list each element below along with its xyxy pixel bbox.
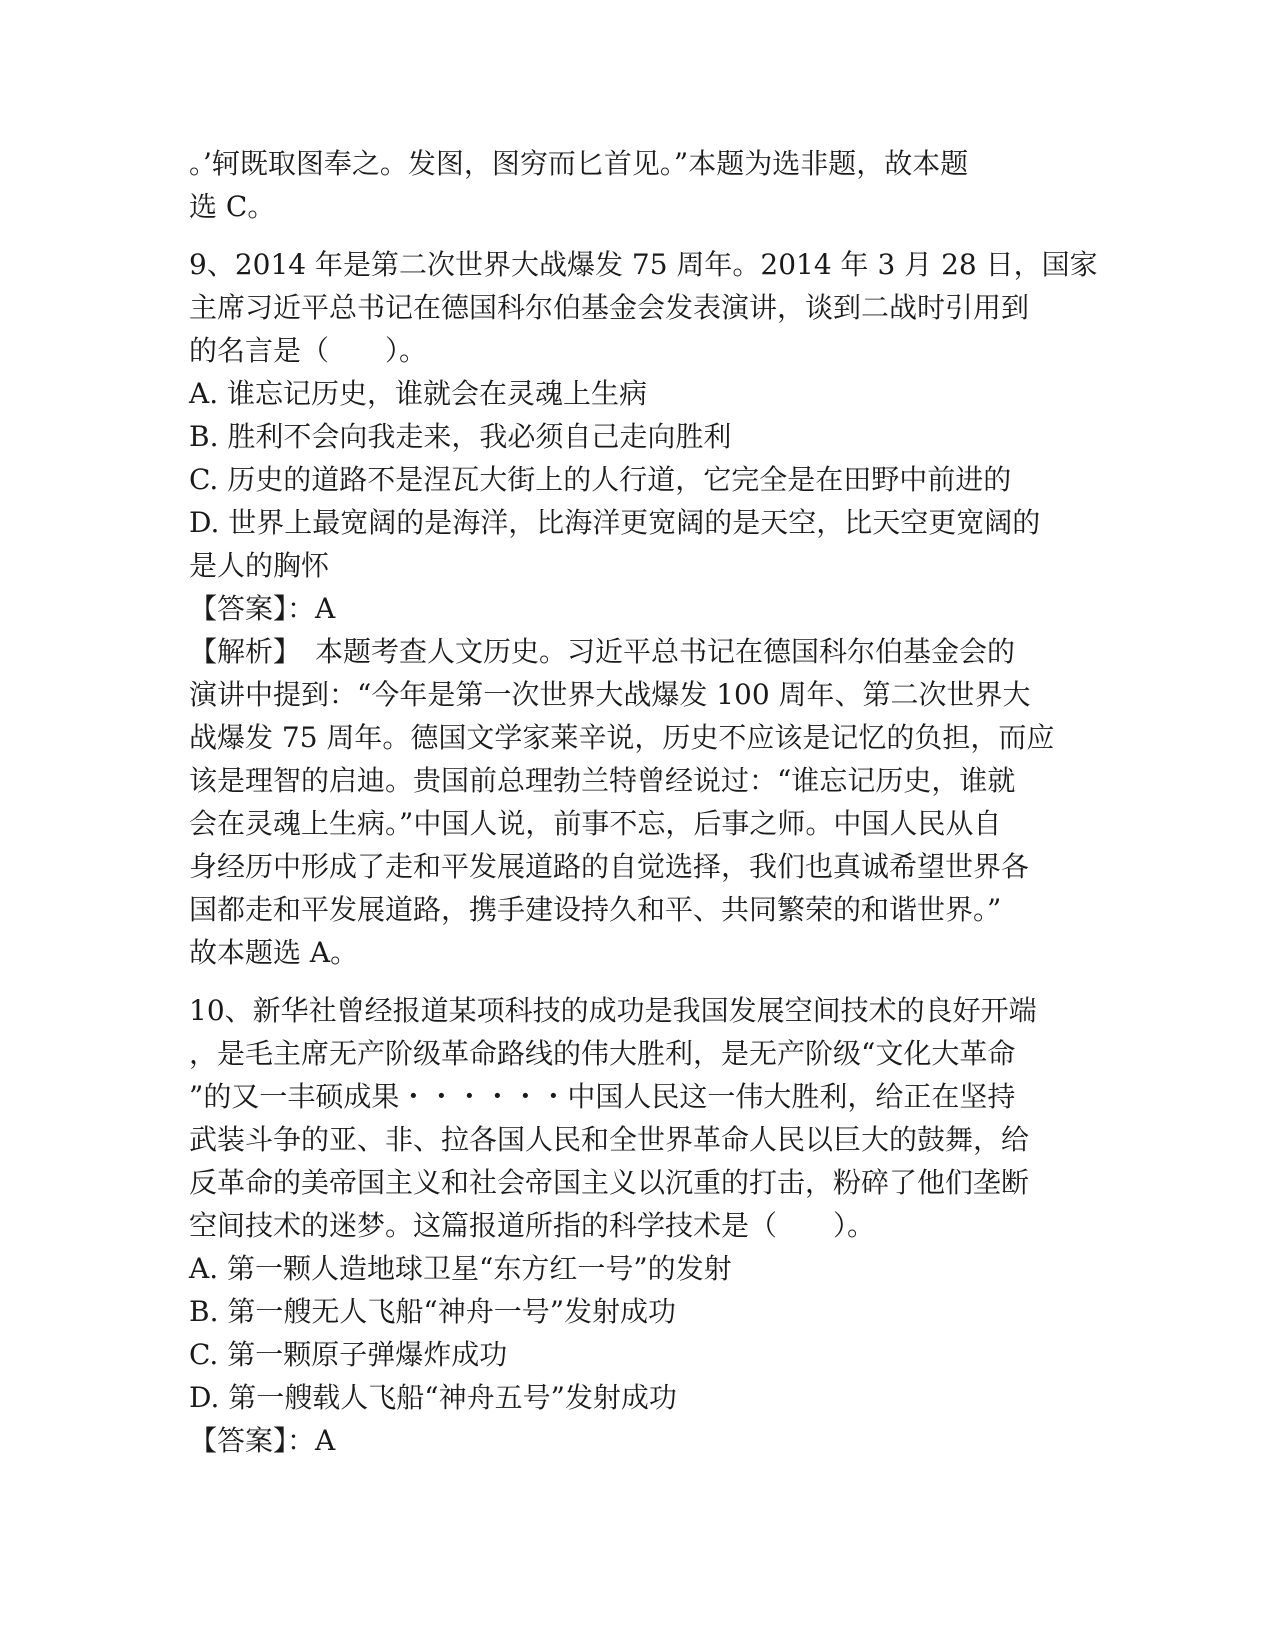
text-line: ”的又一丰硕成果・・・・・・中国人民这一伟大胜利，给正在坚持 [189,1080,1016,1113]
text-line: 故本题选 A。 [189,936,359,969]
option-c: C. 历史的道路不是涅瓦大街上的人行道，它完全是在田野中前进的 [189,463,1012,496]
question-options [189,1247,1089,1419]
text-line: 。’轲既取图奉之。发图，图穷而匕首见。”本题为选非题，故本题 [189,147,969,180]
question-options [189,372,1089,587]
text-line: 国都走和平发展道路，携手建设持久和平、共同繁荣的和谐世界。” [189,893,1002,926]
answer: 【答案】：A [189,592,336,625]
question-stem [189,243,1098,372]
option-d: D. 世界上最宽阔的是海洋，比海洋更宽阔的是天空，比天空更宽阔的 [189,506,1041,539]
answer: 【答案】：A [189,1424,336,1457]
option-d-continued: 是人的胸怀 [189,549,330,582]
paragraph-gap [189,228,1089,243]
option-d: D. 第一艘载人飞船“神舟五号”发射成功 [189,1381,677,1414]
paragraph-gap [189,974,1089,989]
text-line: 10、新华社曾经报道某项科技的成功是我国发展空间技术的良好开端 [189,994,1037,1027]
text-line: 反革命的美帝国主义和社会帝国主义以沉重的打击，粉碎了他们垄断 [189,1166,1030,1199]
question-stem [189,989,1089,1247]
text-line: 演讲中提到：“今年是第一次世界大战爆发 100 周年、第二次世界大 [189,678,1031,711]
question-10 [189,989,1089,1462]
text-line: 身经历中形成了走和平发展道路的自觉选择，我们也真诚希望世界各 [189,850,1030,883]
text-line: 选 C。 [189,190,276,223]
previous-explanation-tail [189,142,1089,228]
text-line: 空间技术的迷梦。这篇报道所指的科学技术是（ ）。 [189,1209,876,1242]
text-line: 主席习近平总书记在德国科尔伯基金会发表演讲，谈到二战时引用到 [189,291,1030,324]
text-line: ，是毛主席无产阶级革命路线的伟大胜利，是无产阶级“文化大革命 [189,1037,1016,1070]
text-line: 会在灵魂上生病。”中国人说，前事不忘，后事之师。中国人民从自 [189,807,1002,840]
option-a: A. 谁忘记历史，谁就会在灵魂上生病 [189,377,648,410]
explanation [189,630,1089,974]
text-line: 9、2014 年是第二次世界大战爆发 75 周年。2014 年 3 月 28 日，国家 [189,248,1098,281]
text-line: 【解析】 本题考查人文历史。习近平总书记在德国科尔伯基金会的 [189,635,1016,668]
option-b: B. 胜利不会向我走来，我必须自己走向胜利 [189,420,732,453]
question-9 [189,243,1098,974]
text-line: 该是理智的启迪。贵国前总理勃兰特曾经说过：“谁忘记历史，谁就 [189,764,1016,797]
option-c: C. 第一颗原子弹爆炸成功 [189,1338,508,1371]
text-line: 武装斗争的亚、非、拉各国人民和全世界革命人民以巨大的鼓舞，给 [189,1123,1030,1156]
page-content [189,142,1098,1462]
text-line: 的名言是（ ）。 [189,334,428,367]
option-b: B. 第一艘无人飞船“神舟一号”发射成功 [189,1295,677,1328]
option-a: A. 第一颗人造地球卫星“东方红一号”的发射 [189,1252,732,1285]
text-line: 战爆发 75 周年。德国文学家莱辛说，历史不应该是记忆的负担，而应 [189,721,1055,754]
